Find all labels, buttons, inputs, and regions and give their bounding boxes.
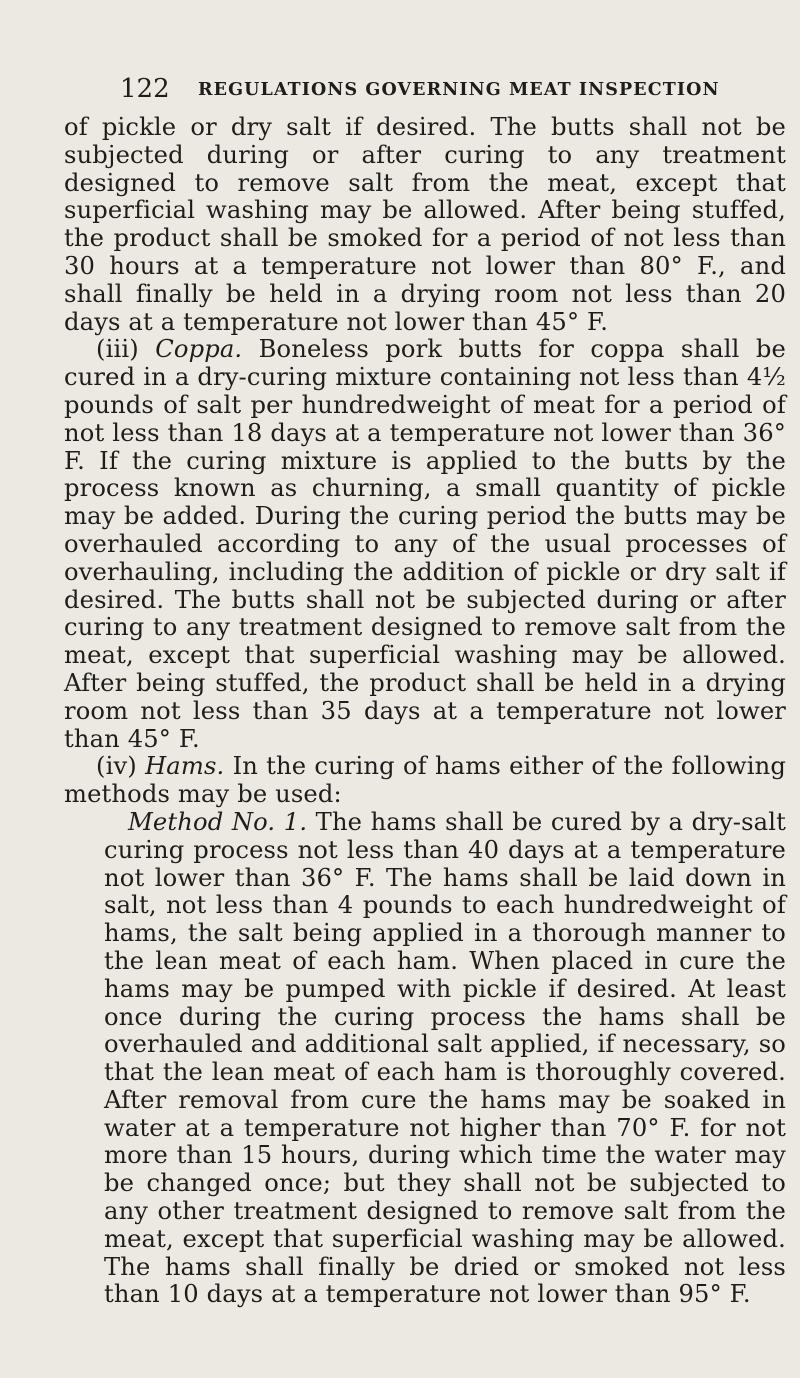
method-heading: Method No. 1. bbox=[128, 807, 308, 836]
paragraph-pickle-continuation bbox=[64, 114, 786, 336]
section-label: (iv) bbox=[96, 752, 137, 781]
section-heading: Coppa. bbox=[155, 335, 243, 364]
paragraph-text: of pickle or dry salt if desired. The butts shall not be subjected during or after curing to any treatment designed to remove salt from the meat, except that superficial washing may be allowed. After being stuffed, the product shall be smoked for a period of not less than 30 hours at a temperature not lower than 80° F., and shall finally be held in a drying room not less than 20 days at a temperature not lower than 45° F. bbox=[64, 113, 786, 336]
body-text bbox=[64, 114, 786, 1309]
paragraph-text: In the curing of hams either of the following methods may be used: bbox=[64, 752, 787, 809]
method-block bbox=[104, 809, 786, 1309]
paragraph-hams bbox=[64, 753, 786, 809]
running-head: REGULATIONS GOVERNING MEAT INSPECTION bbox=[198, 80, 720, 100]
section-heading: Hams. bbox=[145, 752, 225, 781]
paragraph-text: The hams shall be cured by a dry-salt curing process not less than 40 days at a temperature not lower than 36° F. The hams shall be laid down in salt, not less than 4 pounds to each hundredweight of hams, the salt being applied in a thorough manner to the lean meat of each ham. When placed in cure the hams may be pumped with pickle if desired. At least once during the curing process the hams shall be overhauled and additional salt applied, if necessary, so that the lean meat of each ham is thoroughly covered. After removal from cure the hams may be soaked in water at a temperature not higher than 70° F. for not more than 15 hours, during which time the water may be changed once; but they shall not be subjected to any other treatment designed to remove salt from the meat, except that superficial washing may be allowed. The hams shall finally be dried or smoked not less than 10 days at a temperature not lower than 95° F. bbox=[104, 807, 786, 1309]
paragraph-text: Boneless pork butts for coppa shall be cured in a dry-curing mixture containing not less than 4½ pounds of salt per hundredweight of meat for a period of not less than 18 days at a temperature not lower than 36° F. If the curing mixture is applied to the butts by the process known as churning, a small quantity of pickle may be added. During the curing period the butts may be overhauled according to any of the usual processes of overhauling, including the addition of pickle or dry salt if desired. The butts shall not be subjected during or after curing to any treatment designed to remove salt from the meat, except that superficial washing may be allowed. After being stuffed, the product shall be held in a drying room not less than 35 days at a temperature not lower than 45° F. bbox=[64, 335, 787, 753]
paragraph-method-1 bbox=[104, 809, 786, 1309]
page-number: 122 bbox=[120, 74, 170, 104]
page-header bbox=[0, 74, 800, 104]
section-label: (iii) bbox=[96, 335, 139, 364]
paragraph-coppa bbox=[64, 336, 786, 753]
